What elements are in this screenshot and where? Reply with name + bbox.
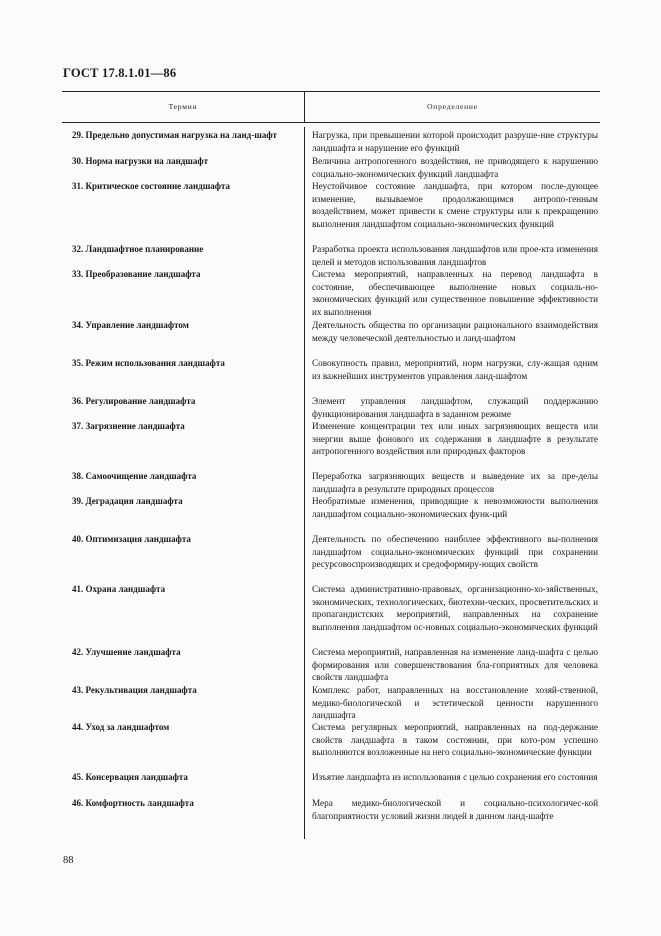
definition-cell: Деятельность по обеспечению наиболее эффективного вы-полнения ландшафтом социально-экономических функций при сохранении ресурсовоспроизводящих и средоформиру-ющих свойств	[312, 534, 598, 570]
definition-cell: Система регулярных мероприятий, направленных на под-держание свойств ландшафта в таком состоянии, при кото-ром успешно выполняются возложенные на него социально-экономические функции	[312, 722, 598, 758]
definition-cell: Изъятие ландшафта из использования с целью сохранения его состояния	[312, 772, 598, 782]
term-cell: 45. Консервация ландшафта	[72, 772, 188, 782]
definition-cell: Переработка загрязняющих веществ и выведение их за пре-делы ландшафта в результате природных процессов	[312, 471, 598, 494]
definition-cell: Совокупность правил, мероприятий, норм нагрузки, слу-жащая одним из важнейших инструментов управления ланд-шафтом	[312, 358, 598, 381]
term-cell: 35. Режим использования ландшафта	[72, 358, 225, 368]
definition-cell: Величина антропогенного воздействия, не приводящего к нарушению социально-экономических функций ландшафта	[312, 156, 598, 179]
term-cell: 34. Управление ландшафтом	[72, 320, 189, 330]
header-column-divider	[304, 91, 305, 122]
definition-cell: Неустойчивое состояние ландшафта, при котором после-дующее изменение, вызываемое продолжающимся антропо-генным воздействием, может привести к смене структуры или к прекращению выполнения ландшафтом социально-экономических функций	[312, 181, 598, 229]
term-cell: 42. Улучшение ландшафта	[72, 647, 181, 657]
definition-cell: Комплекс работ, направленных на восстановление хозяй-ственной, медико-биологической и эстетической ценности нарушенного ландшафта	[312, 685, 598, 721]
definition-cell: Разработка проекта использования ландшафтов или прое-кта изменения целей и методов использования ландшафтов	[312, 244, 598, 267]
definition-cell: Система административно-правовых, организационно-хо-зяйственных, экономических, технологических, биотехни-ческих, просветительских и пропагандистских мероприятий, направленных на сохранение выполнения ландшафтом ос-новных социально-экономических функций	[312, 584, 598, 632]
definition-cell: Мера медико-биологической и социально-психологичес-кой благоприятности условий жизни людей в данном ланд-шафте	[312, 798, 598, 821]
term-cell: 46. Комфортность ландшафта	[72, 798, 194, 808]
term-cell: 39. Деградация ландшафта	[72, 496, 183, 506]
term-cell: 29. Предельно допустимая нагрузка на ланд-шафт	[72, 130, 277, 140]
term-cell: 38. Самоочищение ландшафта	[72, 471, 197, 481]
term-cell: 43. Рекультивация ландшафта	[72, 685, 197, 695]
term-cell: 44. Уход за ландшафтом	[72, 722, 170, 732]
term-cell: 40. Оптимизация ландшафта	[72, 534, 191, 544]
definition-cell: Система мероприятий, направленная на изменение ланд-шафта с целью формирования или совершенствования бла-гоприятных для человека свойств ландшафта	[312, 647, 598, 683]
definition-cell: Изменение концентрации тех или иных загрязняющих веществ или энергии выше фонового их содержания в ландшафте в результате антропогенного воздействия или природных факторов	[312, 421, 598, 457]
page-number: 88	[63, 855, 74, 866]
term-cell: 33. Преобразование ландшафта	[72, 269, 201, 279]
term-cell: 36. Регулирование ландшафта	[72, 396, 196, 406]
column-header-term: Термин	[168, 102, 198, 111]
table-header	[62, 91, 600, 123]
definition-cell: Элемент управления ландшафтом, служащий поддержанию функционирования ландшафта в заданном режиме	[312, 396, 598, 419]
column-divider	[304, 127, 305, 839]
term-cell: 30. Норма нагрузки на ландшафт	[72, 156, 209, 166]
column-header-definition: Определение	[427, 102, 478, 111]
term-cell: 37. Загрязнение ландшафта	[72, 421, 185, 431]
term-cell: 31. Критическое состояние ландшафта	[72, 181, 231, 191]
term-cell: 41. Охрана ландшафта	[72, 584, 166, 594]
definition-cell: Нагрузка, при превышении которой происходит разруше-ние структуры ландшафта и нарушение его функций	[312, 130, 598, 153]
definition-cell: Система мероприятий, направленных на перевод ландшафта в состояние, обеспечивающее выполнение новых социаль-но-экономических функций или существенное повышение эффективности их выполнения	[312, 269, 598, 317]
document-header: ГОСТ 17.8.1.01—86	[63, 66, 177, 80]
definition-cell: Необратимые изменения, приводящие к невозможности выполнения ландшафтом социально-экономических функ-ций	[312, 496, 598, 519]
term-cell: 32. Ландшафтное планирование	[72, 244, 204, 254]
definition-cell: Деятельность общества по организации рационального взаимодействия между человеческой деятельностью и ланд-шафтом	[312, 320, 598, 343]
